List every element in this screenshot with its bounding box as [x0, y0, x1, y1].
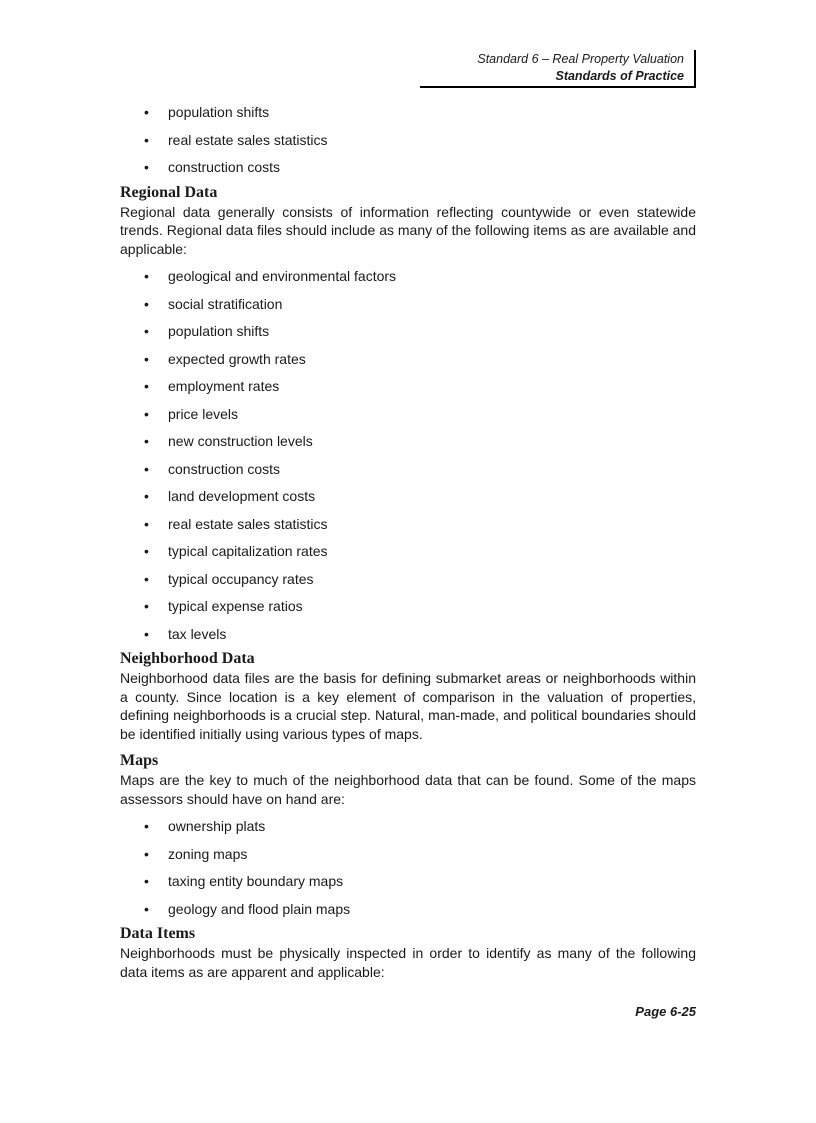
- list-item: [120, 814, 696, 842]
- bullet-icon: •: [144, 433, 149, 449]
- regional-bullet-list: [120, 264, 696, 649]
- list-item: [120, 842, 696, 870]
- list-item-label: typical expense ratios: [168, 598, 303, 614]
- list-item: [120, 155, 696, 183]
- list-item: [120, 100, 696, 128]
- maps-bullet-list: [120, 814, 696, 924]
- list-item-label: social stratification: [168, 295, 283, 312]
- bullet-icon: •: [144, 460, 149, 477]
- list-item-label: real estate sales statistics: [168, 131, 328, 148]
- list-item-label: typical capitalization rates: [168, 543, 328, 559]
- list-item: [120, 374, 696, 402]
- list-item-label: ownership plats: [168, 818, 266, 834]
- list-item: [120, 512, 696, 540]
- list-item: [120, 264, 696, 292]
- regional-data-paragraph: Regional data generally consists of information reflecting countywide or even statewide trends. Regional data files should include as many of the following items as are available and applicable:: [120, 203, 696, 257]
- bullet-icon: •: [144, 159, 149, 175]
- list-item: [120, 622, 696, 650]
- list-item: [120, 429, 696, 457]
- page-header: [420, 50, 696, 88]
- list-item: [120, 292, 696, 320]
- list-item-label: construction costs: [168, 159, 281, 175]
- bullet-icon: •: [144, 598, 149, 614]
- bullet-icon: •: [144, 488, 149, 504]
- neighborhood-data-heading: Neighborhood Data: [120, 650, 255, 667]
- list-item-label: population shifts: [168, 323, 270, 339]
- list-item: [120, 484, 696, 512]
- list-item-label: geology and flood plain maps: [168, 900, 351, 917]
- list-item: [120, 539, 696, 567]
- list-item-label: real estate sales statistics: [168, 515, 328, 532]
- list-item-label: taxing entity boundary maps: [168, 873, 344, 889]
- list-item-label: expected growth rates: [168, 350, 306, 367]
- page-number: Page 6-25: [635, 1004, 696, 1019]
- maps-heading: Maps: [120, 752, 159, 769]
- list-item: [120, 897, 696, 925]
- list-item-label: tax levels: [168, 625, 227, 642]
- bullet-icon: •: [144, 104, 149, 120]
- page-content: [120, 100, 696, 981]
- bullet-icon: •: [144, 295, 149, 312]
- bullet-icon: •: [144, 570, 149, 587]
- bullet-icon: •: [144, 625, 149, 642]
- header-standard-title: Standard 6 – Real Property Valuation: [477, 52, 684, 66]
- list-item: [120, 594, 696, 622]
- bullet-icon: •: [144, 900, 149, 917]
- bullet-icon: •: [144, 323, 149, 339]
- list-item-label: typical occupancy rates: [168, 570, 314, 587]
- maps-paragraph: Maps are the key to much of the neighborhood data that can be found. Some of the maps assessors should have on hand are:: [120, 772, 696, 807]
- list-item: [120, 869, 696, 897]
- list-item: [120, 402, 696, 430]
- bullet-icon: •: [144, 350, 149, 367]
- bullet-icon: •: [144, 131, 149, 148]
- list-item-label: new construction levels: [168, 433, 313, 449]
- list-item: [120, 319, 696, 347]
- list-item-label: population shifts: [168, 104, 270, 120]
- list-item: [120, 567, 696, 595]
- list-item: [120, 457, 696, 485]
- list-item-label: zoning maps: [168, 845, 248, 862]
- bullet-icon: •: [144, 845, 149, 862]
- bullet-icon: •: [144, 378, 149, 394]
- bullet-icon: •: [144, 818, 149, 834]
- list-item-label: employment rates: [168, 378, 280, 394]
- bullet-icon: •: [144, 873, 149, 889]
- data-items-paragraph: Neighborhoods must be physically inspected in order to identify as many of the following data items as are apparent and applicable:: [120, 945, 696, 980]
- list-item-label: geological and environmental factors: [168, 268, 397, 284]
- bullet-icon: •: [144, 515, 149, 532]
- top-bullet-list: [120, 100, 696, 183]
- list-item: [120, 347, 696, 375]
- regional-data-heading: Regional Data: [120, 183, 218, 201]
- list-item-label: price levels: [168, 405, 239, 422]
- bullet-icon: •: [144, 268, 149, 284]
- data-items-heading: Data Items: [120, 925, 196, 942]
- bullet-icon: •: [144, 543, 149, 559]
- list-item-label: land development costs: [168, 488, 316, 504]
- header-section-title: Standards of Practice: [555, 69, 684, 83]
- bullet-icon: •: [144, 405, 149, 422]
- list-item: [120, 128, 696, 156]
- list-item-label: construction costs: [168, 460, 281, 477]
- neighborhood-data-paragraph: Neighborhood data files are the basis for defining submarket areas or neighborhoods within a county. Since location is a key element of comparison in the valuation of properties, defining neighborhoods is a crucial step. Natural, man-made, and political boundaries should be identified initially using various types of maps.: [120, 670, 696, 742]
